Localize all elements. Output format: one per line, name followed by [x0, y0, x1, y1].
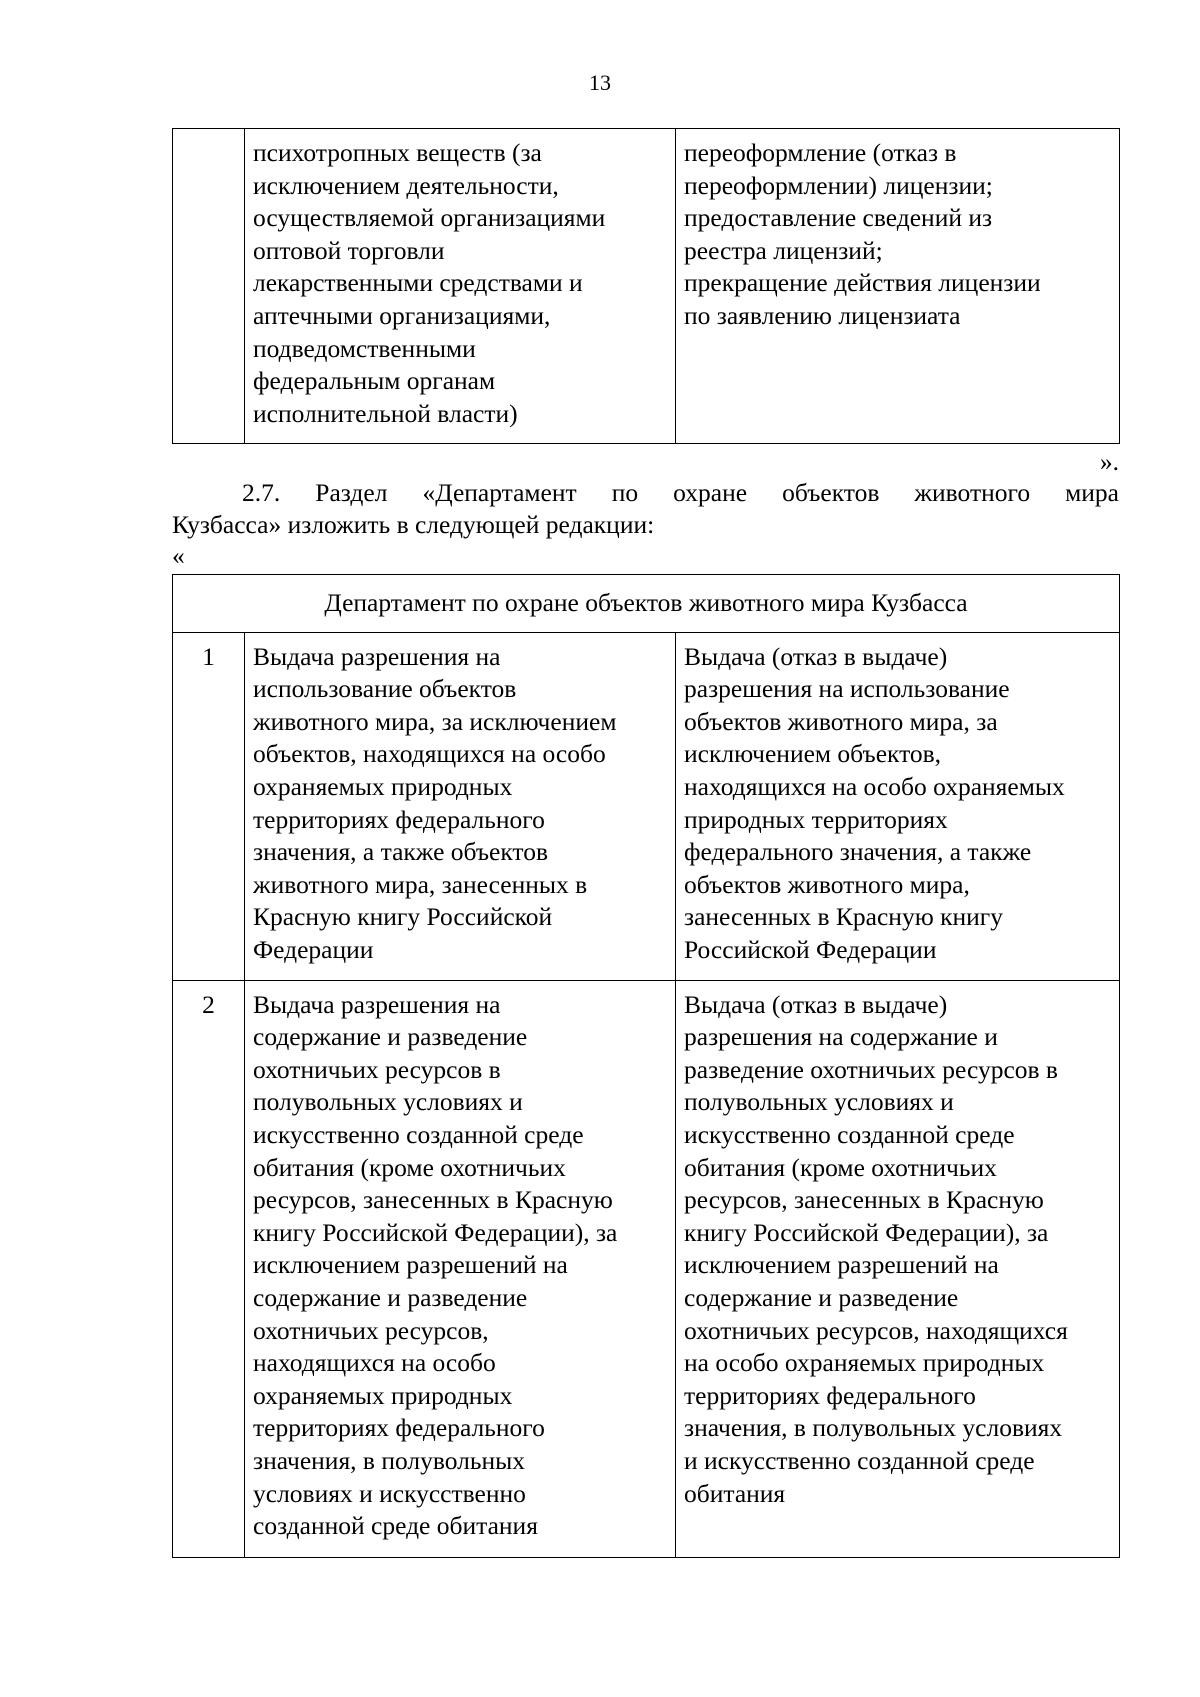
paragraph-line-1	[172, 477, 1119, 509]
cell-text-line: содержание и разведение	[253, 1022, 528, 1052]
row-number-cell	[173, 129, 245, 444]
table-row	[173, 129, 1120, 444]
cell-text-line: объектов животного мира, за	[684, 706, 998, 736]
cell-text-line: объектов, находящихся на особо	[253, 739, 606, 769]
paragraph-word: по	[611, 478, 639, 507]
paragraph-word: объектов	[782, 478, 880, 507]
paragraph-word: мира	[1065, 478, 1119, 507]
table-row	[173, 632, 1120, 980]
paragraph-word: охране	[673, 478, 748, 507]
service-cell	[676, 632, 1120, 980]
cell-text-line: территориях федерального	[253, 1413, 545, 1443]
cell-text-line: Выдача разрешения на	[253, 641, 501, 671]
cell-text-line: созданной среде обитания	[253, 1511, 538, 1541]
cell-text-line: значения, в полувольных	[253, 1445, 526, 1475]
paragraph-word: 2.7.	[242, 478, 281, 507]
cell-text-line: находящихся на особо охраняемых	[684, 771, 1065, 801]
cell-text-line: использование объектов	[253, 674, 517, 704]
department-services-table	[172, 574, 1120, 1558]
activity-cell	[245, 129, 676, 444]
cell-text-line: значения, а также объектов	[253, 837, 549, 867]
cell-text-line: исполнительной власти)	[253, 398, 518, 428]
paragraph-word: животного	[914, 478, 1031, 507]
cell-text-line: лекарственными средствами и	[253, 268, 583, 298]
table-main-body	[173, 575, 1120, 1558]
cell-text-line: территориях федерального	[684, 1380, 976, 1410]
cell-text-line: исключением разрешений на	[684, 1250, 999, 1280]
cell-text-line: занесенных в Красную книгу	[684, 902, 1004, 932]
cell-text-line: условиях и искусственно	[253, 1478, 526, 1508]
cell-text-line: аптечными организациями,	[253, 300, 551, 330]
cell-text-line: охраняемых природных	[253, 1380, 513, 1410]
cell-text-line: охотничьих ресурсов, находящихся	[684, 1315, 1068, 1345]
paragraph-word: Раздел	[315, 478, 388, 507]
cell-text-line: по заявлению лицензиата	[684, 300, 961, 330]
cell-text-line: Выдача (отказ в выдаче)	[684, 989, 948, 1019]
cell-text-line: охотничьих ресурсов в	[253, 1054, 501, 1084]
cell-text-line: оптовой торговли	[253, 235, 445, 265]
cell-text-line: исключением объектов,	[684, 739, 942, 769]
row-number-cell: 2	[173, 980, 245, 1557]
cell-text-line: подведомственными	[253, 333, 476, 363]
paragraph-line-2: Кузбасса» изложить в следующей редакции:	[172, 510, 655, 539]
activity-cell	[245, 632, 676, 980]
cell-text-line: обитания	[684, 1478, 786, 1508]
cell-text-line: содержание и разведение	[253, 1282, 528, 1312]
table-top-body	[173, 129, 1120, 444]
closing-quote: ».	[1099, 447, 1119, 476]
cell-text-line: охраняемых природных	[253, 771, 513, 801]
cell-text-line: переоформление (отказ в	[684, 138, 957, 167]
cell-text-line: ресурсов, занесенных в Красную	[684, 1185, 1044, 1215]
cell-text-line: переоформлении) лицензии;	[684, 170, 993, 200]
cell-text-line: реестра лицензий;	[684, 235, 883, 265]
cell-text-line: Российской Федерации	[684, 934, 937, 964]
cell-text-line: и искусственно созданной среде	[684, 1445, 1035, 1475]
opening-quote: «	[172, 541, 185, 570]
cell-text-line: объектов животного мира,	[684, 869, 970, 899]
activity-cell	[245, 980, 676, 1557]
cell-text-line: искусственно созданной среде	[684, 1119, 1015, 1149]
cell-text-line: животного мира, занесенных в	[253, 869, 588, 899]
cell-text-line: разрешения на использование	[684, 674, 1010, 704]
cell-text-line: разрешения на содержание и	[684, 1022, 998, 1052]
cell-text-line: исключением разрешений на	[253, 1250, 568, 1280]
license-table-continuation	[172, 128, 1120, 444]
cell-text-line: территориях федерального	[253, 804, 545, 834]
cell-text-line: Выдача разрешения на	[253, 989, 501, 1019]
cell-text-line: животного мира, за исключением	[253, 706, 617, 736]
cell-text-line: предоставление сведений из	[684, 203, 993, 233]
cell-text-line: искусственно созданной среде	[253, 1119, 584, 1149]
cell-text-line: полувольных условиях и	[253, 1087, 523, 1117]
paragraph-word: «Департамент	[422, 478, 577, 507]
cell-text-line: значения, в полувольных условиях	[684, 1413, 1063, 1443]
cell-text-line: осуществляемой организациями	[253, 203, 606, 233]
cell-text-line: на особо охраняемых природных	[684, 1348, 1045, 1378]
cell-text-line: прекращение действия лицензии	[684, 268, 1041, 298]
cell-text-line: находящихся на особо	[253, 1348, 496, 1378]
service-cell	[676, 980, 1120, 1557]
cell-text-line: природных территориях	[684, 804, 948, 834]
cell-text-line: Выдача (отказ в выдаче)	[684, 641, 948, 671]
cell-text-line: книгу Российской Федерации), за	[253, 1217, 618, 1247]
cell-text-line: психотропных веществ (за	[253, 138, 542, 167]
table-header-row	[173, 575, 1120, 633]
cell-text-line: книгу Российской Федерации), за	[684, 1217, 1049, 1247]
cell-text-line: Красную книгу Российской	[253, 902, 553, 932]
cell-text-line: содержание и разведение	[684, 1282, 959, 1312]
department-header: Департамент по охране объектов животного мира Кузбасса	[173, 575, 1120, 633]
cell-text-line: федерального значения, а также	[684, 837, 1032, 867]
cell-text-line: Федерации	[253, 934, 374, 964]
cell-text-line: обитания (кроме охотничьих	[253, 1152, 566, 1182]
cell-text-line: исключением деятельности,	[253, 170, 559, 200]
row-number-cell: 1	[173, 632, 245, 980]
cell-text-line: обитания (кроме охотничьих	[684, 1152, 997, 1182]
cell-text-line: ресурсов, занесенных в Красную	[253, 1185, 613, 1215]
cell-text-line: разведение охотничьих ресурсов в	[684, 1054, 1058, 1084]
service-cell	[676, 129, 1120, 444]
page-number: 13	[589, 70, 611, 95]
cell-text-line: федеральным органам	[253, 366, 496, 396]
cell-text-line: охотничьих ресурсов,	[253, 1315, 489, 1345]
table-row	[173, 980, 1120, 1557]
cell-text-line: полувольных условиях и	[684, 1087, 954, 1117]
